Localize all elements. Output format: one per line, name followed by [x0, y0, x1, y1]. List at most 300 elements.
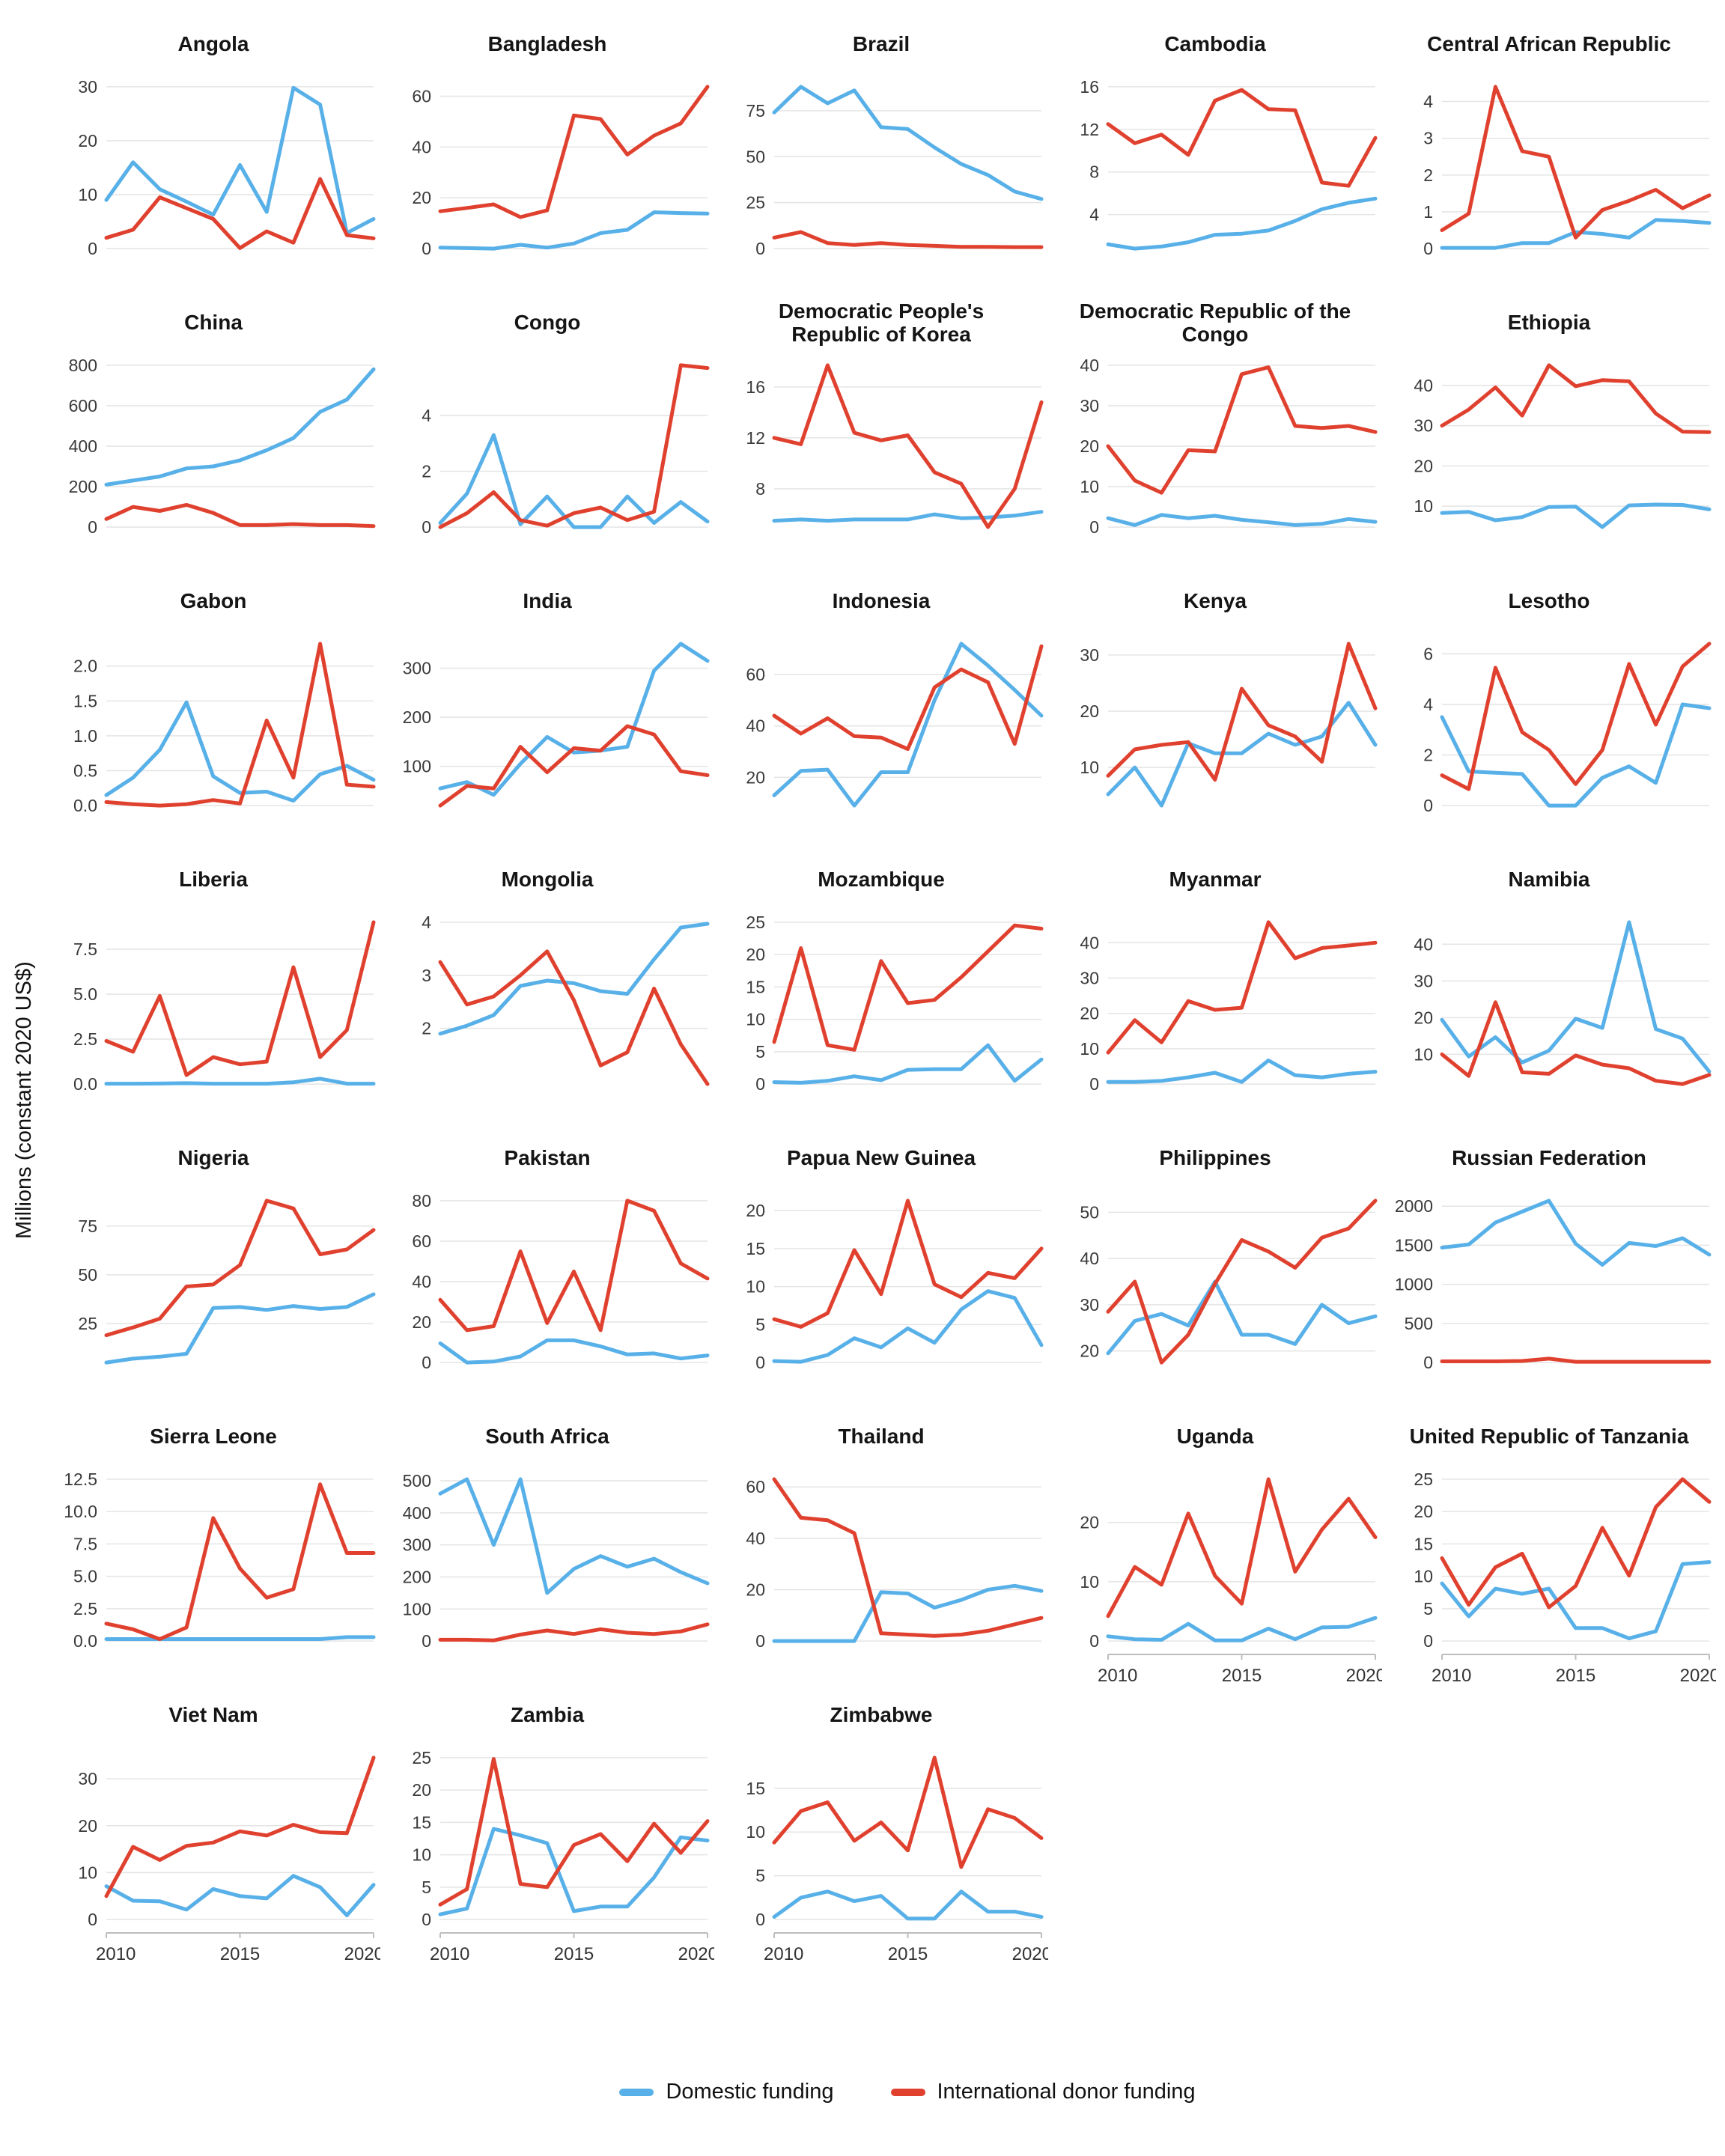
y-tick-label: 4 — [1423, 694, 1433, 714]
y-tick-label: 300 — [402, 1535, 431, 1555]
y-tick-label: 10 — [746, 1009, 765, 1029]
donor-line — [106, 1484, 374, 1639]
y-tick-label: 75 — [746, 100, 765, 121]
chart-title: Zimbabwe — [830, 1703, 933, 1727]
domestic-line — [1442, 1562, 1709, 1639]
chart-title: United Republic of Tanzania — [1409, 1425, 1689, 1449]
y-tick-label: 0 — [422, 1353, 431, 1373]
domestic-line — [106, 1079, 374, 1084]
y-tick-label: 4 — [422, 405, 431, 425]
chart-cell-myanmar — [1048, 855, 1382, 1133]
y-tick-label: 2 — [1423, 165, 1433, 185]
domestic-line — [1108, 515, 1375, 526]
chart-plot — [714, 1183, 1048, 1407]
y-tick-label: 800 — [68, 355, 97, 375]
domestic-line — [774, 1892, 1041, 1919]
y-tick-label: 1.0 — [73, 725, 97, 746]
y-tick-label: 0.0 — [73, 796, 97, 816]
chart-plot — [1048, 1461, 1382, 1686]
y-tick-label: 16 — [746, 377, 765, 397]
y-tick-label: 20 — [746, 945, 765, 965]
donor-line-swatch — [891, 2089, 925, 2096]
y-tick-label: 0 — [755, 239, 765, 259]
chart-cell-zimbabwe — [714, 1690, 1048, 1969]
y-tick-label: 60 — [746, 665, 765, 685]
y-tick-label: 0 — [755, 1353, 765, 1373]
y-tick-label: 40 — [746, 1528, 765, 1548]
y-tick-label: 10 — [1080, 1038, 1099, 1059]
chart-title: Central African Republic — [1427, 32, 1671, 56]
domestic-line — [1442, 1201, 1709, 1265]
y-tick-label: 20 — [78, 130, 97, 150]
y-tick-label: 10 — [78, 185, 97, 205]
chart-plot — [714, 69, 1048, 293]
y-tick-label: 0 — [1423, 796, 1433, 816]
y-tick-label: 20 — [412, 1780, 431, 1800]
y-tick-label: 50 — [78, 1264, 97, 1285]
y-tick-label: 20 — [78, 1815, 97, 1836]
y-tick-label: 30 — [1080, 968, 1099, 988]
y-tick-label: 10.0 — [64, 1502, 97, 1522]
x-tick-label: 2015 — [1221, 1666, 1262, 1686]
y-tick-label: 15 — [746, 977, 765, 997]
chart-cell-liberia — [46, 855, 380, 1133]
chart-cell-mozambique — [714, 855, 1048, 1133]
chart-cell-namibia — [1382, 855, 1716, 1133]
domestic-line — [440, 213, 708, 249]
y-tick-label: 0 — [755, 1631, 765, 1651]
y-tick-label: 7.5 — [73, 939, 97, 959]
chart-title: Namibia — [1508, 868, 1590, 892]
domestic-line — [774, 1291, 1041, 1362]
x-tick-label: 2010 — [764, 1944, 804, 1964]
y-tick-label: 40 — [1080, 933, 1099, 953]
chart-plot — [714, 347, 1048, 572]
x-tick-label: 2020 — [678, 1944, 714, 1964]
chart-cell-congo — [380, 298, 714, 576]
y-tick-label: 400 — [68, 436, 97, 456]
donor-line — [1108, 1479, 1375, 1616]
chart-cell-indonesia — [714, 576, 1048, 855]
y-tick-label: 5.0 — [73, 1566, 97, 1586]
chart-plot — [1382, 1461, 1716, 1686]
x-tick-label: 2015 — [553, 1944, 594, 1964]
chart-title: South Africa — [485, 1425, 609, 1449]
domestic-line — [1108, 1618, 1375, 1640]
y-tick-label: 20 — [1414, 1502, 1433, 1522]
chart-title: Sierra Leone — [150, 1425, 277, 1449]
y-tick-label: 0 — [422, 517, 431, 538]
y-tick-label: 20 — [746, 1580, 765, 1600]
y-tick-label: 60 — [746, 1477, 765, 1497]
chart-cell-brazil — [714, 19, 1048, 298]
donor-line — [774, 925, 1041, 1050]
donor-line — [440, 1759, 708, 1905]
donor-line — [774, 365, 1041, 527]
x-tick-label: 2020 — [1679, 1666, 1716, 1686]
donor-line — [1108, 922, 1375, 1053]
y-tick-label: 20 — [1080, 1341, 1099, 1361]
y-tick-label: 10 — [412, 1845, 431, 1865]
donor-line — [774, 1758, 1041, 1867]
y-tick-label: 10 — [746, 1276, 765, 1297]
y-tick-label: 100 — [402, 1599, 431, 1619]
chart-cell-zambia — [380, 1690, 714, 1969]
chart-title: Lesotho — [1508, 589, 1590, 613]
y-tick-label: 0 — [755, 1074, 765, 1094]
y-tick-label: 2 — [422, 1018, 431, 1038]
y-tick-label: 0 — [755, 1910, 765, 1930]
chart-plot — [46, 904, 380, 1129]
chart-plot — [46, 347, 380, 572]
y-tick-label: 2 — [1423, 745, 1433, 765]
y-tick-label: 20 — [412, 1312, 431, 1333]
chart-cell-democratic-republic-of-the-congo — [1048, 298, 1382, 576]
y-tick-label: 12 — [746, 427, 765, 448]
chart-title: Papua New Guinea — [786, 1146, 976, 1170]
chart-plot — [1048, 1183, 1382, 1407]
domestic-line — [1108, 198, 1375, 249]
chart-title: Democratic People's Republic of Korea — [778, 299, 985, 346]
y-tick-label: 20 — [1080, 1512, 1099, 1532]
y-tick-label: 5 — [422, 1877, 431, 1897]
y-tick-label: 5 — [755, 1315, 765, 1335]
chart-plot — [1048, 69, 1382, 293]
y-tick-label: 12.5 — [64, 1469, 97, 1489]
x-tick-label: 2015 — [887, 1944, 928, 1964]
donor-line — [1108, 644, 1375, 780]
y-tick-label: 30 — [1080, 395, 1099, 415]
y-tick-label: 50 — [746, 147, 765, 167]
y-tick-label: 500 — [1404, 1313, 1433, 1333]
legend-item-donor — [891, 2080, 1196, 2104]
donor-line — [1442, 644, 1709, 789]
domestic-line — [774, 1045, 1041, 1082]
chart-cell-central-african-republic — [1382, 19, 1716, 298]
y-tick-label: 0 — [1423, 1631, 1433, 1651]
y-tick-label: 25 — [412, 1747, 431, 1767]
chart-grid — [46, 19, 1725, 1969]
chart-title: Democratic Republic of the Congo — [1079, 299, 1351, 346]
y-tick-label: 300 — [402, 658, 431, 678]
chart-plot — [714, 626, 1048, 850]
x-tick-label: 2010 — [96, 1944, 136, 1964]
y-tick-label: 15 — [746, 1238, 765, 1258]
y-tick-label: 50 — [1080, 1202, 1099, 1222]
y-tick-label: 600 — [68, 395, 97, 415]
y-tick-label: 20 — [746, 767, 765, 788]
chart-cell-sierra-leone — [46, 1412, 380, 1690]
y-tick-label: 5 — [1423, 1598, 1433, 1618]
chart-plot — [380, 69, 714, 293]
y-tick-label: 0 — [422, 1631, 431, 1651]
y-tick-label: 4 — [422, 912, 431, 932]
x-tick-label: 2020 — [344, 1944, 380, 1964]
y-tick-label: 2 — [422, 461, 431, 481]
chart-title: Angola — [177, 32, 249, 56]
y-tick-label: 20 — [1414, 456, 1433, 476]
chart-title: Mozambique — [818, 868, 945, 892]
y-tick-label: 10 — [1080, 758, 1099, 778]
chart-title: China — [184, 311, 243, 335]
y-tick-label: 40 — [1080, 355, 1099, 375]
domestic-line — [106, 1294, 374, 1362]
y-tick-label: 40 — [746, 716, 765, 736]
y-tick-label: 2.0 — [73, 656, 97, 676]
y-tick-label: 1 — [1423, 201, 1433, 222]
chart-title: Nigeria — [177, 1146, 249, 1170]
chart-title: Mongolia — [501, 868, 594, 892]
x-tick-label: 2010 — [1432, 1666, 1472, 1686]
donor-line — [106, 1201, 374, 1336]
y-tick-label: 20 — [1080, 1003, 1099, 1023]
y-tick-label: 400 — [402, 1502, 431, 1523]
chart-plot — [380, 1740, 714, 1964]
donor-line — [1442, 1479, 1709, 1607]
y-tick-label: 8 — [1089, 162, 1099, 182]
chart-plot — [46, 1461, 380, 1686]
y-tick-label: 30 — [1414, 415, 1433, 436]
y-tick-label: 200 — [402, 1567, 431, 1587]
y-tick-label: 75 — [78, 1216, 97, 1236]
chart-title: Indonesia — [832, 589, 931, 613]
chart-plot — [714, 1461, 1048, 1686]
donor-line — [440, 365, 708, 527]
y-tick-label: 20 — [1080, 701, 1099, 721]
chart-cell-uganda — [1048, 1412, 1382, 1690]
y-tick-label: 15 — [412, 1812, 431, 1833]
legend-label-domestic: Domestic funding — [666, 2080, 834, 2104]
y-tick-label: 0 — [422, 239, 431, 259]
y-tick-label: 30 — [1080, 645, 1099, 665]
y-tick-label: 0 — [1423, 239, 1433, 259]
legend-label-donor: International donor funding — [937, 2080, 1196, 2104]
x-tick-label: 2020 — [1345, 1666, 1382, 1686]
chart-plot — [1382, 347, 1716, 572]
chart-title: Gabon — [180, 589, 247, 613]
y-tick-label: 25 — [1414, 1469, 1433, 1489]
donor-line — [774, 232, 1041, 247]
domestic-line — [106, 369, 374, 484]
chart-cell-mongolia — [380, 855, 714, 1133]
donor-line — [1108, 368, 1375, 493]
y-tick-label: 25 — [746, 192, 765, 213]
domestic-line — [774, 87, 1041, 199]
domestic-line — [440, 644, 708, 795]
y-tick-label: 15 — [1414, 1534, 1433, 1554]
y-tick-label: 7.5 — [73, 1534, 97, 1554]
y-tick-label: 100 — [402, 756, 431, 776]
y-tick-label: 30 — [1414, 971, 1433, 991]
chart-title: Zambia — [510, 1703, 585, 1727]
chart-cell-bangladesh — [380, 19, 714, 298]
y-axis-label: Millions (constant 2020 US$) — [12, 961, 36, 1239]
y-tick-label: 20 — [746, 1201, 765, 1221]
chart-title: India — [523, 589, 572, 613]
y-tick-label: 3 — [422, 965, 431, 985]
chart-cell-philippines — [1048, 1133, 1382, 1412]
y-tick-label: 0.5 — [73, 761, 97, 781]
y-tick-label: 0 — [88, 517, 97, 538]
chart-cell-russian-federation — [1382, 1133, 1716, 1412]
y-tick-label: 8 — [755, 479, 765, 499]
chart-plot — [380, 347, 714, 572]
y-tick-label: 0 — [1423, 1353, 1433, 1373]
donor-line — [1108, 1201, 1375, 1362]
y-tick-label: 0 — [88, 239, 97, 259]
donor-line — [774, 1201, 1041, 1327]
donor-line — [1442, 1359, 1709, 1362]
y-tick-label: 40 — [1080, 1249, 1099, 1269]
chart-plot — [380, 904, 714, 1129]
y-tick-label: 1.5 — [73, 691, 97, 711]
donor-line — [440, 1201, 708, 1330]
y-tick-label: 10 — [1414, 1044, 1433, 1065]
chart-plot — [380, 1183, 714, 1407]
y-tick-label: 5.0 — [73, 984, 97, 1004]
y-tick-label: 15 — [746, 1778, 765, 1798]
chart-cell-cambodia — [1048, 19, 1382, 298]
donor-line — [774, 646, 1041, 749]
chart-title: Uganda — [1176, 1425, 1254, 1449]
donor-line — [1442, 87, 1709, 238]
chart-plot — [1382, 69, 1716, 293]
chart-cell-kenya — [1048, 576, 1382, 855]
y-tick-label: 0 — [422, 1910, 431, 1930]
chart-cell-democratic-people-s-republic-of-korea — [714, 298, 1048, 576]
legend — [90, 2080, 1725, 2104]
chart-cell-gabon — [46, 576, 380, 855]
x-tick-label: 2020 — [1011, 1944, 1048, 1964]
y-tick-label: 6 — [1423, 644, 1433, 664]
y-tick-label: 2.5 — [73, 1598, 97, 1618]
y-tick-label: 30 — [1080, 1294, 1099, 1315]
y-tick-label: 25 — [78, 1314, 97, 1334]
y-tick-label: 10 — [78, 1863, 97, 1883]
chart-plot — [1048, 904, 1382, 1129]
y-tick-label: 0 — [88, 1910, 97, 1930]
chart-title: Congo — [514, 311, 581, 335]
chart-cell-south-africa — [380, 1412, 714, 1690]
y-tick-label: 0 — [1089, 517, 1099, 538]
y-tick-label: 0.0 — [73, 1631, 97, 1651]
x-tick-label: 2015 — [1555, 1666, 1596, 1686]
donor-line — [106, 922, 374, 1075]
y-tick-label: 40 — [1414, 375, 1433, 395]
y-tick-label: 5 — [755, 1866, 765, 1886]
chart-cell-india — [380, 576, 714, 855]
y-tick-label: 60 — [412, 86, 431, 106]
donor-line — [106, 505, 374, 526]
chart-title: Kenya — [1183, 589, 1247, 613]
y-tick-label: 30 — [78, 1769, 97, 1789]
donor-line — [106, 644, 374, 806]
x-tick-label: 2010 — [1098, 1666, 1138, 1686]
x-tick-label: 2010 — [430, 1944, 470, 1964]
chart-plot — [46, 1183, 380, 1407]
chart-plot — [1382, 904, 1716, 1129]
chart-cell-nigeria — [46, 1133, 380, 1412]
chart-title: Pakistan — [504, 1146, 591, 1170]
chart-title: Cambodia — [1164, 32, 1266, 56]
y-tick-label: 500 — [402, 1471, 431, 1491]
y-tick-label: 10 — [1080, 477, 1099, 497]
y-tick-label: 4 — [1089, 204, 1099, 225]
y-tick-label: 60 — [412, 1231, 431, 1251]
chart-cell-thailand — [714, 1412, 1048, 1690]
y-tick-label: 40 — [1414, 934, 1433, 954]
domestic-line-swatch — [619, 2089, 654, 2096]
y-tick-label: 16 — [1080, 76, 1099, 97]
domestic-line — [440, 1829, 708, 1914]
chart-title: Philippines — [1159, 1146, 1271, 1170]
chart-plot — [1382, 1183, 1716, 1407]
domestic-line — [1108, 703, 1375, 806]
y-tick-label: 20 — [412, 188, 431, 208]
chart-plot — [714, 1740, 1048, 1964]
chart-title: Bangladesh — [487, 32, 607, 56]
y-tick-label: 20 — [1414, 1008, 1433, 1028]
chart-plot — [380, 626, 714, 850]
chart-plot — [46, 69, 380, 293]
chart-title: Ethiopia — [1507, 311, 1591, 335]
chart-cell-papua-new-guinea — [714, 1133, 1048, 1412]
chart-plot — [46, 1740, 380, 1964]
chart-plot — [714, 904, 1048, 1129]
y-tick-label: 2000 — [1394, 1196, 1433, 1216]
chart-cell-viet-nam — [46, 1690, 380, 1969]
chart-title: Brazil — [852, 32, 910, 56]
y-tick-label: 25 — [746, 912, 765, 932]
chart-plot — [1048, 626, 1382, 850]
chart-title: Liberia — [179, 868, 248, 892]
donor-line — [440, 1624, 708, 1641]
donor-line — [1442, 1002, 1709, 1084]
domestic-line — [440, 1340, 708, 1362]
y-tick-label: 30 — [78, 76, 97, 97]
y-tick-label: 1500 — [1394, 1235, 1433, 1255]
y-tick-label: 0.0 — [73, 1074, 97, 1094]
y-tick-label: 10 — [1414, 496, 1433, 517]
chart-cell-united-republic-of-tanzania — [1382, 1412, 1716, 1690]
chart-title: Myanmar — [1169, 868, 1262, 892]
chart-plot — [380, 1461, 714, 1686]
donor-line — [774, 1479, 1041, 1636]
y-tick-label: 4 — [1423, 91, 1433, 112]
y-tick-label: 200 — [402, 707, 431, 728]
chart-title: Viet Nam — [168, 1703, 258, 1727]
legend-item-domestic — [619, 2080, 833, 2104]
y-tick-label: 10 — [746, 1822, 765, 1842]
y-tick-label: 200 — [68, 477, 97, 497]
y-tick-label: 3 — [1423, 128, 1433, 148]
y-tick-label: 40 — [412, 137, 431, 157]
y-tick-label: 10 — [1080, 1571, 1099, 1592]
chart-plot — [1048, 347, 1382, 572]
chart-cell-ethiopia — [1382, 298, 1716, 576]
donor-line — [440, 951, 708, 1084]
y-tick-label: 20 — [1080, 436, 1099, 456]
y-tick-label: 0 — [1089, 1074, 1099, 1094]
domestic-line — [106, 1876, 374, 1916]
domestic-line — [1442, 505, 1709, 527]
chart-cell-china — [46, 298, 380, 576]
chart-title: Russian Federation — [1452, 1146, 1646, 1170]
y-tick-label: 5 — [755, 1041, 765, 1062]
y-tick-label: 1000 — [1394, 1274, 1433, 1294]
chart-cell-lesotho — [1382, 576, 1716, 855]
chart-title: Thailand — [838, 1425, 925, 1449]
